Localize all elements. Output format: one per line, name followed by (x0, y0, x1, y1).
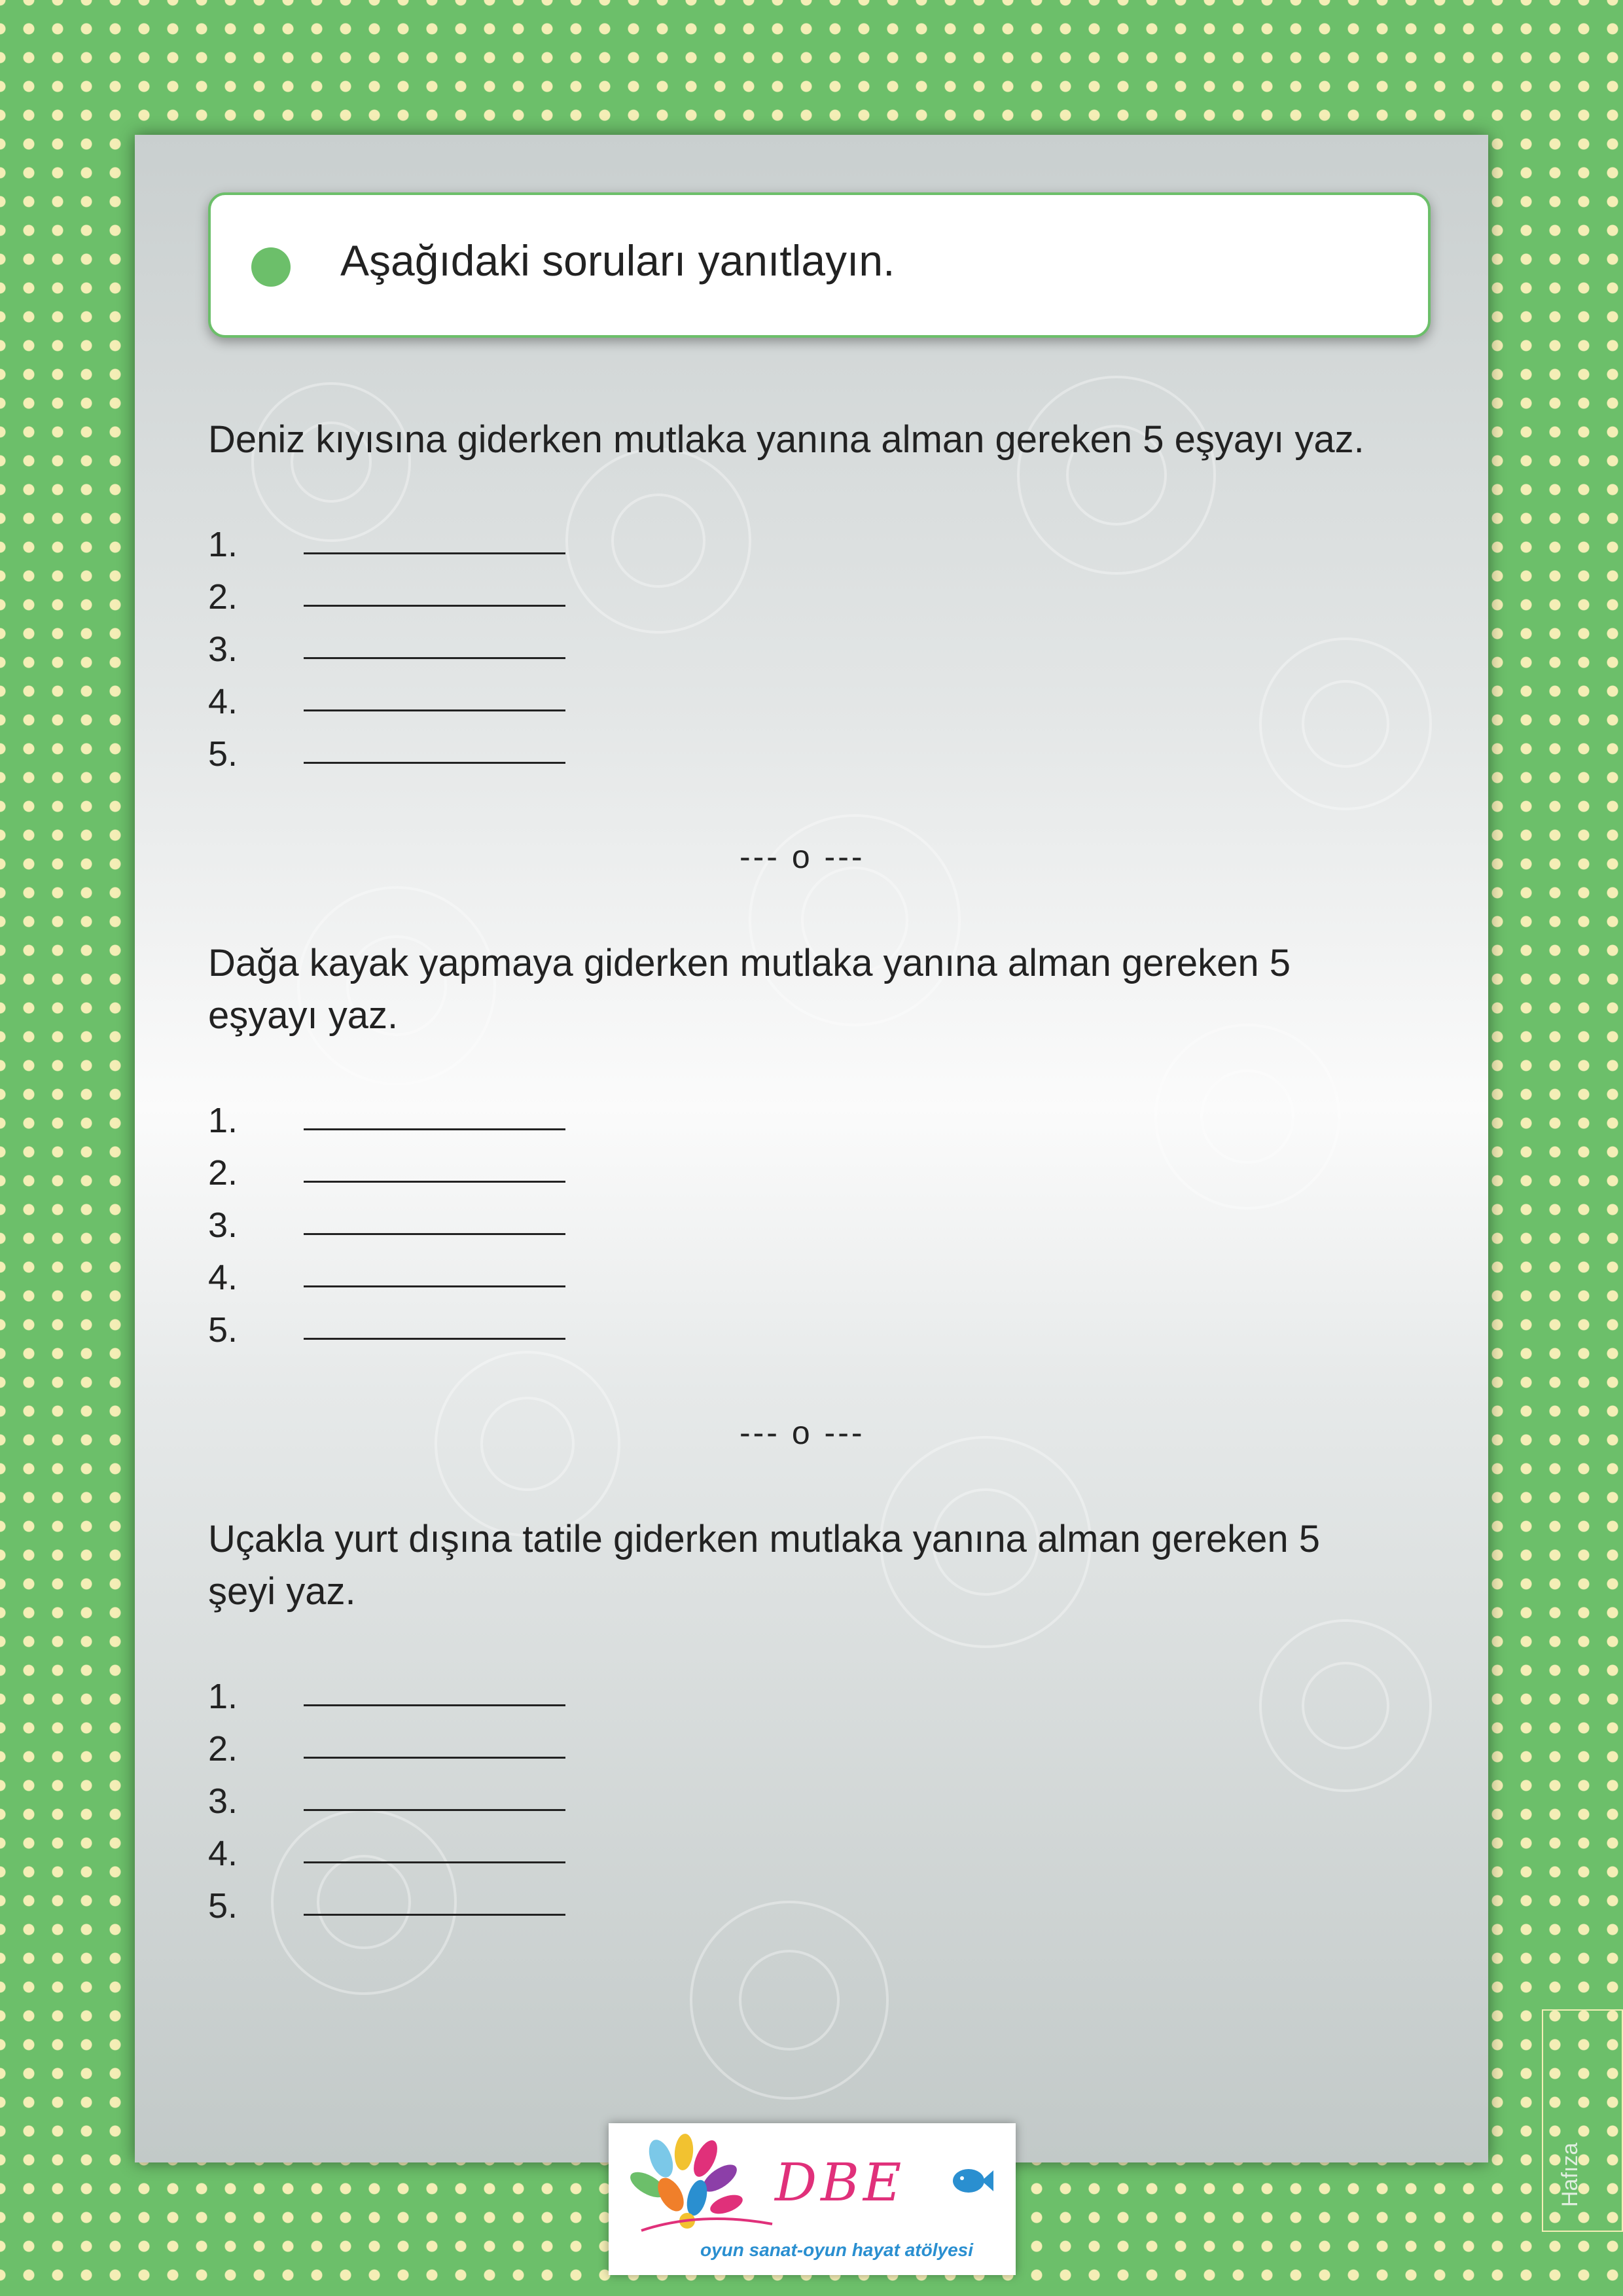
item-number: 1. (208, 525, 238, 564)
item-number: 4. (208, 1834, 238, 1873)
logo-tagline: oyun sanat-oyun hayat atölyesi (700, 2240, 973, 2260)
item-number: 5. (208, 734, 238, 774)
answer-line[interactable] (304, 605, 565, 607)
answer-line[interactable] (304, 1285, 565, 1287)
question-3-line-2: şeyi yaz. (208, 1570, 356, 1613)
item-number: 3. (208, 630, 238, 669)
instruction-text: Aşağıdaki soruları yanıtlayın. (340, 236, 895, 285)
item-number: 5. (208, 1310, 238, 1350)
bullet-dot-icon (251, 247, 291, 287)
item-number: 1. (208, 1677, 238, 1716)
item-number: 2. (208, 1729, 238, 1768)
item-number: 3. (208, 1782, 238, 1821)
answer-line[interactable] (304, 1233, 565, 1235)
answer-line[interactable] (304, 762, 565, 764)
answer-line[interactable] (304, 1181, 565, 1183)
question-1 (208, 414, 1452, 466)
answer-line[interactable] (304, 709, 565, 711)
item-number: 4. (208, 1258, 238, 1297)
answer-line[interactable] (304, 1914, 565, 1916)
question-3 (208, 1513, 1452, 1618)
item-number: 4. (208, 682, 238, 721)
item-number: 3. (208, 1206, 238, 1245)
side-tab-label: Hafıza (1558, 2142, 1582, 2207)
instruction-box (208, 192, 1431, 338)
question-2 (208, 937, 1452, 1042)
flower-splash-icon (622, 2132, 785, 2250)
answer-line[interactable] (304, 1809, 565, 1811)
answer-line[interactable] (304, 552, 565, 554)
fish-icon (949, 2161, 995, 2200)
question-2-line-1: Dağa kayak yapmaya giderken mutlaka yanına alman gereken 5 (208, 942, 1291, 984)
question-3-line-1: Uçakla yurt dışına tatile giderken mutlaka yanına alman gereken 5 (208, 1518, 1321, 1560)
item-number: 5. (208, 1886, 238, 1926)
answer-line[interactable] (304, 1861, 565, 1863)
section-separator: --- o --- (740, 1414, 865, 1451)
answer-line[interactable] (304, 1757, 565, 1759)
dbe-logo (609, 2123, 1016, 2275)
answer-line[interactable] (304, 1338, 565, 1340)
logo-wordmark: DBE (775, 2152, 906, 2213)
item-number: 2. (208, 1153, 238, 1193)
question-1-text: Deniz kıyısına giderken mutlaka yanına alman gereken 5 eşyayı yaz. (208, 418, 1364, 461)
item-number: 1. (208, 1101, 238, 1140)
section-separator: --- o --- (740, 838, 865, 875)
answer-line[interactable] (304, 657, 565, 659)
item-number: 2. (208, 577, 238, 617)
question-2-line-2: eşyayı yaz. (208, 994, 399, 1037)
answer-line[interactable] (304, 1704, 565, 1706)
answer-line[interactable] (304, 1128, 565, 1130)
